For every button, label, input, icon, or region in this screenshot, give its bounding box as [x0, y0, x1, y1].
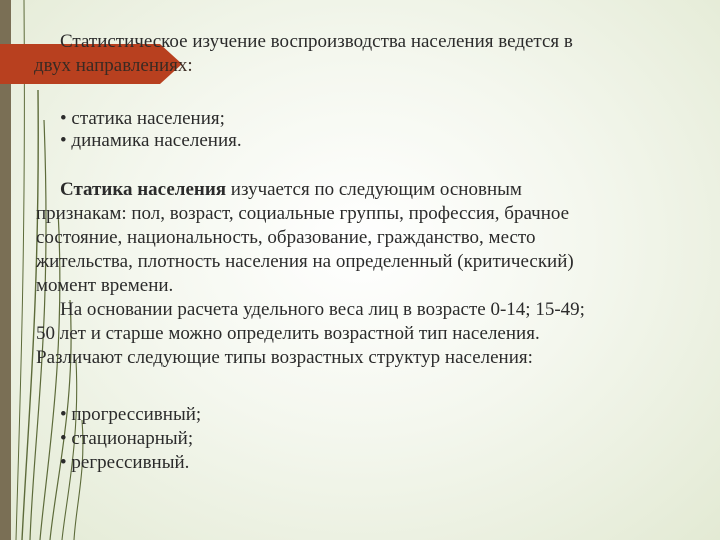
- intro-line-1: Статистическое изучение воспроизводства населения ведется в: [60, 31, 573, 52]
- paragraph-line-1-rest: изучается по следующим основным: [226, 179, 522, 200]
- direction-item-statics: • статика населения;: [60, 108, 225, 129]
- paragraph-line-2: признакам: пол, возраст, социальные группы, профессия, брачное: [36, 203, 570, 224]
- paragraph-line-4: жительства, плотность населения на определенный (критический): [36, 251, 574, 272]
- direction-item-dynamics: • динамика населения.: [60, 130, 242, 151]
- type-item-stationary: • стационарный;: [60, 428, 194, 449]
- intro-line-2: двух направлениях:: [34, 55, 193, 76]
- paragraph-line-5: момент времени.: [36, 275, 174, 296]
- type-item-progressive: • прогрессивный;: [60, 404, 202, 425]
- paragraph-line-3: состояние, национальность, образование, гражданство, место: [36, 227, 536, 248]
- statics-paragraph: [36, 178, 585, 370]
- bold-term: Статика населения: [60, 179, 227, 200]
- paragraph-line-6: На основании расчета удельного веса лиц в возрасте 0-14; 15-49;: [60, 299, 585, 320]
- type-item-regressive: • регрессивный.: [60, 452, 190, 473]
- paragraph-line-8: Различают следующие типы возрастных структур населения:: [36, 347, 533, 368]
- paragraph-line-7: 50 лет и старше можно определить возрастной тип населения.: [36, 323, 540, 344]
- paragraph-line-1: [36, 178, 585, 202]
